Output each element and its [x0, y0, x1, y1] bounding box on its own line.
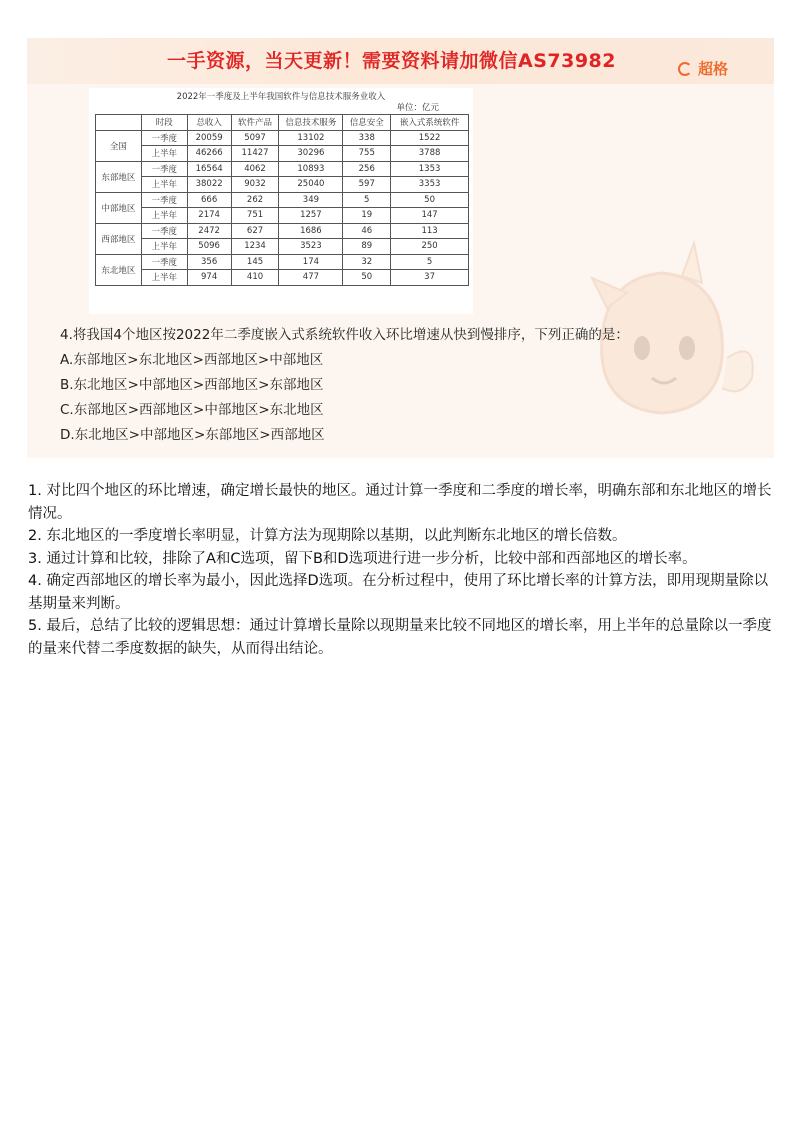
table-cell: 1257: [279, 208, 343, 224]
table-cell: 597: [343, 177, 391, 193]
header-cell: 总收入: [187, 115, 231, 131]
table-cell: 113: [391, 223, 469, 239]
table-cell: 1234: [231, 239, 279, 255]
header-cell: 嵌入式系统软件: [391, 115, 469, 131]
table-cell: 477: [279, 270, 343, 286]
analysis-summary: [28, 480, 776, 660]
table-cell: 32: [343, 254, 391, 270]
table-cell: 751: [231, 208, 279, 224]
table-cell: 25040: [279, 177, 343, 193]
header-cell: 软件产品: [231, 115, 279, 131]
table-cell: 1353: [391, 161, 469, 177]
table-cell: 145: [231, 254, 279, 270]
table-row: [96, 161, 469, 177]
table-cell: 5096: [187, 239, 231, 255]
table-cell: 上半年: [141, 270, 187, 286]
table-cell: 1686: [279, 223, 343, 239]
table-row: [96, 223, 469, 239]
option-b: B.东北地区>中部地区>西部地区>东部地区: [60, 377, 324, 393]
table-cell: 666: [187, 192, 231, 208]
table-cell: 38022: [187, 177, 231, 193]
question-stem: 4.将我国4个地区按2022年二季度嵌入式系统软件收入环比增速从快到慢排序，下列正确的是：: [60, 327, 629, 343]
summary-item: 1. 对比四个地区的环比增速，确定增长最快的地区。通过计算一季度和二季度的增长率，明确东部和东北地区的增长情况。: [28, 483, 772, 522]
header-cell: 信息安全: [343, 115, 391, 131]
table-cell: 一季度: [141, 254, 187, 270]
brand-icon: [678, 62, 692, 76]
data-table: [95, 114, 469, 286]
promo-banner: [27, 38, 774, 84]
table-cell: 16564: [187, 161, 231, 177]
table-cell: 50: [391, 192, 469, 208]
table-title: 2022年一季度及上半年我国软件与信息技术服务业收入: [176, 92, 386, 102]
banner-text: 一手资源，当天更新！需要资料请加微信AS73982: [167, 50, 616, 72]
brand-name: 超格: [697, 60, 728, 78]
table-cell: 250: [391, 239, 469, 255]
table-cell: 上半年: [141, 146, 187, 162]
table-cell: 3353: [391, 177, 469, 193]
region-cell: 东部地区: [96, 161, 142, 192]
table-cell: 50: [343, 270, 391, 286]
table-row: [96, 146, 469, 162]
table-cell: 1522: [391, 130, 469, 146]
table-row: [96, 130, 469, 146]
summary-item: 3. 通过计算和比较，排除了A和C选项，留下B和D选项进行进一步分析，比较中部和西部地区的增长率。: [28, 550, 697, 567]
table-cell: 46266: [187, 146, 231, 162]
table-cell: 20059: [187, 130, 231, 146]
summary-item: 4. 确定西部地区的增长率为最小，因此选择D选项。在分析过程中，使用了环比增长率的计算方法，即用现期量除以基期量来判断。: [28, 573, 769, 612]
table-cell: 9032: [231, 177, 279, 193]
table-cell: 755: [343, 146, 391, 162]
option-d: D.东北地区>中部地区>东部地区>西部地区: [60, 427, 325, 443]
region-cell: 全国: [96, 130, 142, 161]
data-table-image: [89, 88, 473, 314]
summary-item: 2. 东北地区的一季度增长率明显，计算方法为现期除以基期，以此判断东北地区的增长倍数。: [28, 528, 627, 544]
table-cell: 上半年: [141, 208, 187, 224]
table-cell: 4062: [231, 161, 279, 177]
table-row: [96, 239, 469, 255]
table-cell: 410: [231, 270, 279, 286]
table-row: [96, 254, 469, 270]
region-cell: 西部地区: [96, 223, 142, 254]
header-cell: 信息技术服务: [279, 115, 343, 131]
table-unit: 单位：亿元: [396, 103, 439, 113]
table-cell: 5097: [231, 130, 279, 146]
table-row: [96, 208, 469, 224]
table-cell: 一季度: [141, 192, 187, 208]
table-row: [96, 192, 469, 208]
table-cell: 上半年: [141, 177, 187, 193]
table-cell: 147: [391, 208, 469, 224]
table-cell: 2472: [187, 223, 231, 239]
summary-item: 5. 最后，总结了比较的逻辑思想：通过计算增长量除以现期量来比较不同地区的增长率，用上半年的总量除以一季度的量来代替二季度数据的缺失，从而得出结论。: [28, 618, 772, 657]
table-cell: 37: [391, 270, 469, 286]
table-cell: 349: [279, 192, 343, 208]
table-cell: 356: [187, 254, 231, 270]
table-cell: 30296: [279, 146, 343, 162]
table-cell: 3788: [391, 146, 469, 162]
table-cell: 一季度: [141, 130, 187, 146]
table-cell: 174: [279, 254, 343, 270]
table-cell: 3523: [279, 239, 343, 255]
table-cell: 627: [231, 223, 279, 239]
header-cell: [96, 115, 142, 131]
table-cell: 一季度: [141, 223, 187, 239]
unicorn-mascot-icon: [562, 238, 762, 448]
table-cell: 19: [343, 208, 391, 224]
brand-logo: [678, 58, 728, 79]
option-a: A.东部地区>东北地区>西部地区>中部地区: [60, 352, 324, 368]
region-cell: 东北地区: [96, 254, 142, 285]
header-cell: 时段: [141, 115, 187, 131]
question-screenshot: [27, 38, 774, 458]
table-header-row: [96, 115, 469, 131]
table-cell: 13102: [279, 130, 343, 146]
table-cell: 10893: [279, 161, 343, 177]
table-cell: 338: [343, 130, 391, 146]
table-cell: 262: [231, 192, 279, 208]
table-cell: 5: [391, 254, 469, 270]
table-row: [96, 270, 469, 286]
region-cell: 中部地区: [96, 192, 142, 223]
table-cell: 一季度: [141, 161, 187, 177]
table-cell: 974: [187, 270, 231, 286]
table-cell: 上半年: [141, 239, 187, 255]
table-cell: 256: [343, 161, 391, 177]
table-cell: 46: [343, 223, 391, 239]
table-cell: 11427: [231, 146, 279, 162]
table-cell: 5: [343, 192, 391, 208]
table-row: [96, 177, 469, 193]
option-c: C.东部地区>西部地区>中部地区>东北地区: [60, 402, 324, 418]
table-cell: 89: [343, 239, 391, 255]
table-cell: 2174: [187, 208, 231, 224]
